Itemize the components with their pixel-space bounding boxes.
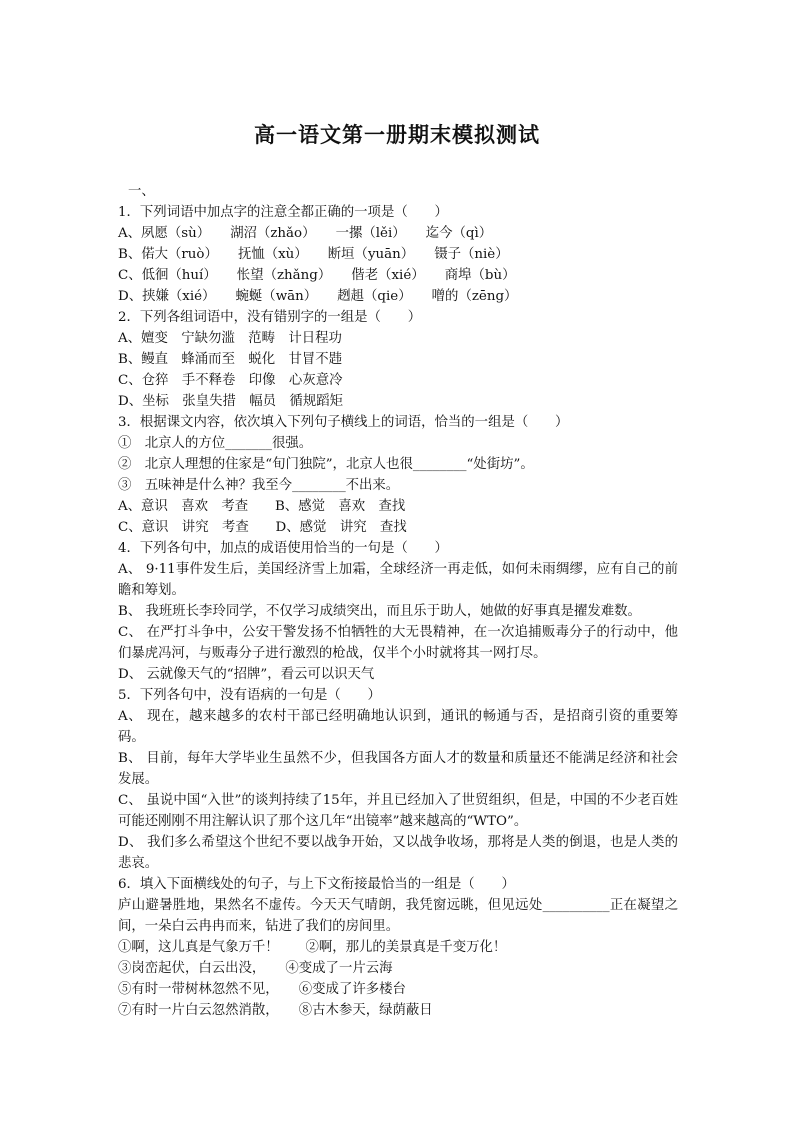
question-2-option-d: D、坐标 张皇失措 幅员 循规蹈矩 xyxy=(118,394,343,409)
question-2-stem: 2．下列各组词语中，没有错别字的一组是（ ） xyxy=(118,310,422,325)
question-4-option-a: A、 9·11事件发生后，美国经济雪上加霜，全球经济一再走低，如何未雨绸缪，应有自己的前瞻和筹划。 xyxy=(118,562,678,598)
question-4-option-d: D、 云就像天气的“招牌”，看云可以识天气 xyxy=(118,667,375,682)
page-title: 高一语文第一册期末模拟测试 xyxy=(254,122,540,147)
question-6-choices-3-4: ③岗峦起伏，白云出没， ④变成了一片云海 xyxy=(118,961,393,976)
question-1-option-a: A、夙愿（sù） 湖沼（zhǎo） 一摞（lěi） 迄今（qì） xyxy=(118,226,493,241)
question-3-sentence-3: ③ 五味神是什么神？我至今________不出来。 xyxy=(118,478,400,493)
question-3-options-ab: A、意识 喜欢 考查 B、感觉 喜欢 查找 xyxy=(118,499,406,514)
question-6-stem: 6．填入下面横线处的句子，与上下文衔接最恰当的一组是（ ） xyxy=(118,877,515,892)
question-1-stem: 1．下列词语中加点字的注意全都正确的一项是（ ） xyxy=(118,205,448,220)
question-1-option-d: D、挟嫌（xié） 蜿蜒（wān） 趔趄（qie） 噌的（zēng） xyxy=(118,289,518,304)
question-6-choices-5-6: ⑤有时一带树林忽然不见， ⑥变成了许多楼台 xyxy=(118,982,406,997)
question-3-stem: 3．根据课文内容，依次填入下列句子横线上的词语，恰当的一组是（ ） xyxy=(118,415,569,430)
question-5-stem: 5．下列各句中，没有语病的一句是（ ） xyxy=(118,688,381,703)
question-6-passage: 庐山避暑胜地，果然名不虚传。今天天气晴朗，我凭窗远眺，但见远处__________正在凝望之间，一朵白云冉冉而来，钻进了我们的房间里。 xyxy=(118,898,678,934)
question-5-option-c: C、 虽说中国“入世”的谈判持续了15年，并且已经加入了世贸组织，但是，中国的不少老百姓可能还刚刚不用注解认识了那个这几年“出镜率”越来越高的“WTO”。 xyxy=(118,793,678,829)
question-5-option-b: B、 目前，每年大学毕业生虽然不少，但我国各方面人才的数量和质量还不能满足经济和社会发展。 xyxy=(118,751,678,787)
question-5-option-d: D、 我们多么希望这个世纪不要以战争开始，又以战争收场，那将是人类的倒退，也是人类的悲哀。 xyxy=(118,835,678,871)
question-4-stem: 4．下列各句中，加点的成语使用恰当的一句是（ ） xyxy=(118,541,448,556)
question-4-option-c: C、 在严打斗争中，公安干警发扬不怕牺牲的大无畏精神，在一次追捕贩毒分子的行动中，他们暴虎冯河，与贩毒分子进行激烈的枪战，仅半个小时就将其一网打尽。 xyxy=(118,625,678,661)
exam-content xyxy=(118,181,678,1021)
section-label: 一、 xyxy=(128,184,155,199)
question-6-choices-7-8: ⑦有时一片白云忽然消散， ⑧古木参天，绿荫蔽日 xyxy=(118,1003,433,1018)
question-3-sentence-2: ② 北京人理想的住家是“旬门独院”，北京人也很________“处街坊”。 xyxy=(118,457,534,472)
question-2-option-c: C、仓猝 手不释卷 印像 心灰意冷 xyxy=(118,373,343,388)
question-2-option-a: A、嬗变 宁缺勿滥 范畴 计日程功 xyxy=(118,331,342,346)
question-2-option-b: B、鳗直 蜂涌而至 蜕化 甘冒不韪 xyxy=(118,352,343,367)
question-3-options-cd: C、意识 讲究 考查 D、感觉 讲究 查找 xyxy=(118,520,407,535)
question-1-option-c: C、低徊（huí） 怅望（zhǎng） 偕老（xié） 商埠（bù） xyxy=(118,268,516,283)
question-1-option-b: B、偌大（ruò） 抚恤（xù） 断垣（yuān） 镊子（niè） xyxy=(118,247,509,262)
question-3-sentence-1: ① 北京人的方位_______很强。 xyxy=(118,436,313,451)
question-6-choices-1-2: ①啊，这儿真是气象万千！ ②啊，那儿的美景真是千变万化！ xyxy=(118,940,507,955)
question-5-option-a: A、 现在，越来越多的农村干部已经明确地认识到，通讯的畅通与否，是招商引资的重要筹码。 xyxy=(118,709,678,745)
question-4-option-b: B、 我班班长李玲同学，不仅学习成绩突出，而且乐于助人，她做的好事真是擢发难数。 xyxy=(118,604,641,619)
